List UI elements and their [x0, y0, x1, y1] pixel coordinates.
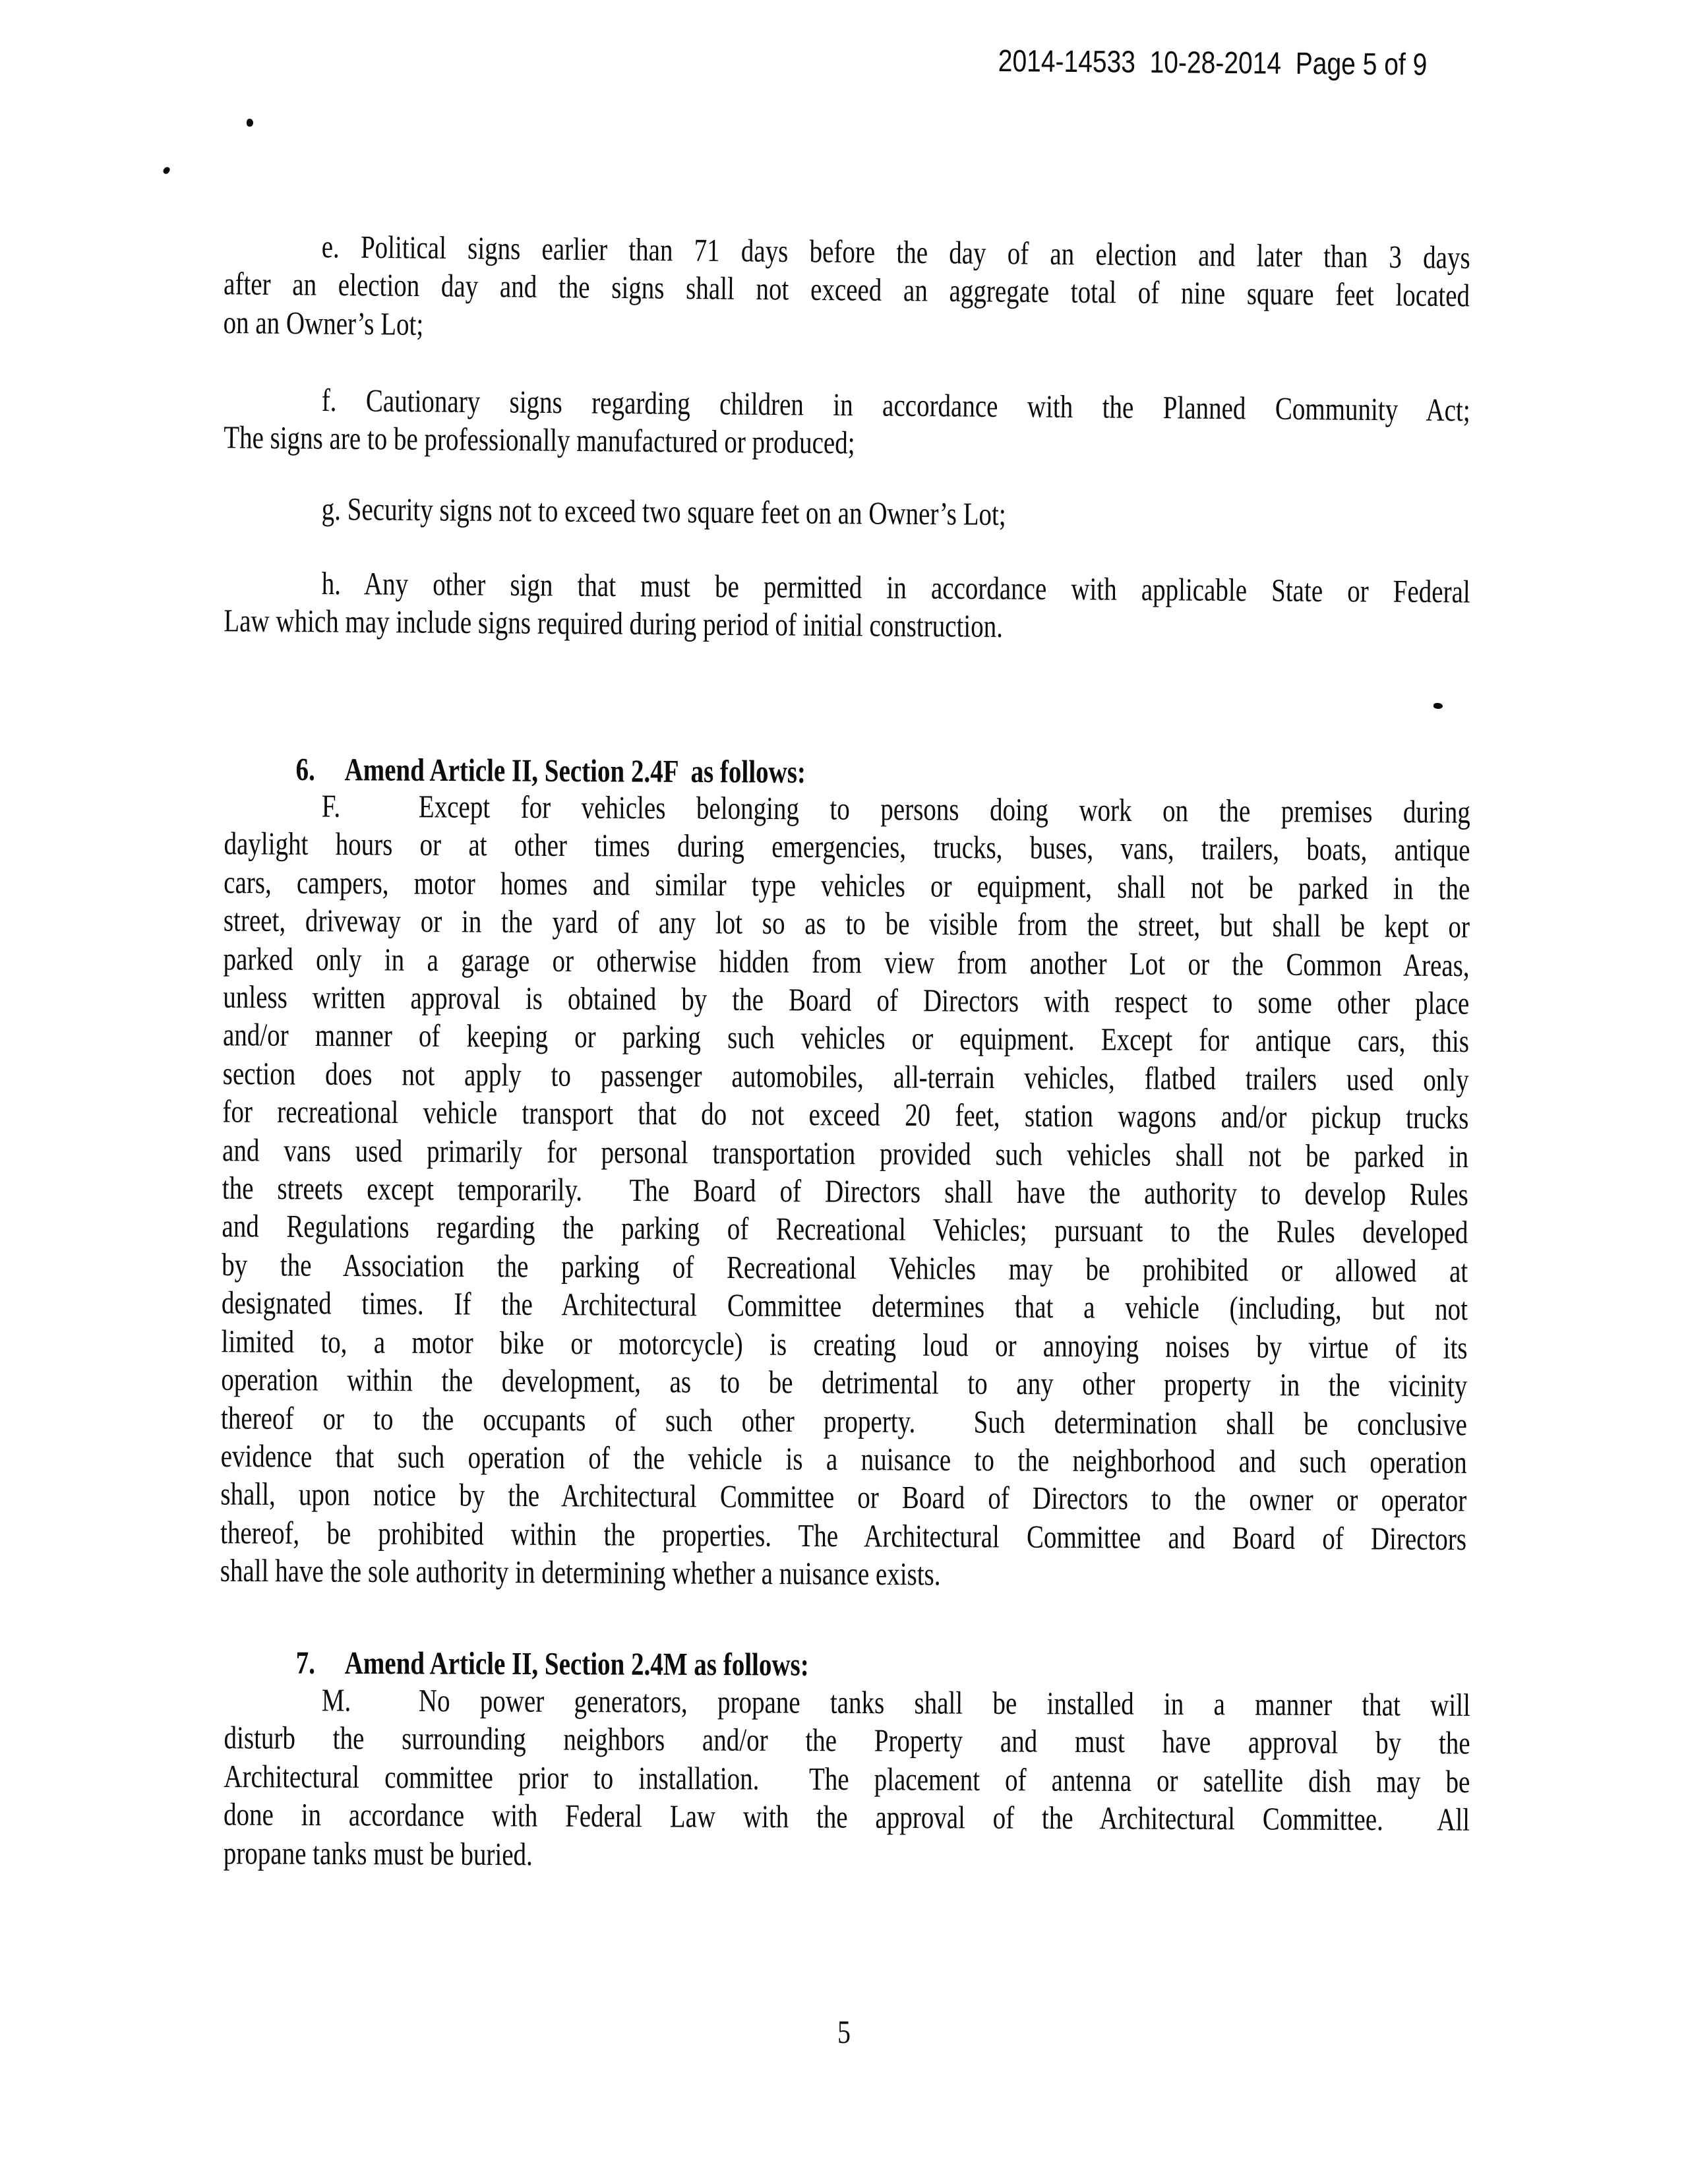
text-line: cars, campers, motor homes and similar type vehicles or equipment, shall not be parked in the: [224, 864, 1470, 907]
paragraph-g-security-signs: [224, 490, 1470, 538]
section-number: 6.: [295, 752, 315, 788]
text-line: operation within the development, as to be detrimental to any other property in the vicinity: [221, 1362, 1468, 1405]
text-line: disturb the surrounding neighbors and/or the Property and must have approval by the: [224, 1720, 1470, 1762]
text-line: done in accordance with Federal Law with the approval of the Architectural Committee. All: [224, 1797, 1470, 1838]
section-title: Amend Article II, Section 2.4M as follows:: [344, 1645, 809, 1684]
text-line: M. No power generators, propane tanks shall be installed in a manner that will: [321, 1682, 1470, 1724]
text-line: street, driveway or in the yard of any lot so as to be visible from the street, but shall be kept or: [223, 903, 1470, 945]
text-line: f. Cautionary signs regarding children in accordance with the Planned Community Act;: [321, 382, 1470, 429]
text-line: by the Association the parking of Recreational Vehicles may be prohibited or allowed at: [222, 1247, 1468, 1289]
text-line: h. Any other sign that must be permitted in accordance with applicable State or Federal: [321, 566, 1470, 610]
paragraph-h-other-signs: [224, 564, 1470, 650]
text-line: and Regulations regarding the parking of Recreational Vehicles; pursuant to the Rules developed: [222, 1209, 1468, 1251]
text-line: thereof, be prohibited within the properties. The Architectural Committee and Board of Directors: [220, 1515, 1467, 1558]
text-line: daylight hours or at other times during emergencies, trucks, buses, vans, trailers, boats, antique: [224, 826, 1470, 868]
paragraph-f-cautionary-signs: [224, 381, 1470, 469]
text-line: shall, upon notice by the Architectural Committee or Board of Directors to the owner or operator: [220, 1476, 1467, 1519]
text-line: for recreational vehicle transport that do not exceed 20 feet, station wagons and/or pickup trucks: [222, 1094, 1469, 1136]
text-line: e. Political signs earlier than 71 days before the day of an election and later than 3 days: [321, 229, 1470, 276]
text-line: on an Owner’s Lot;: [223, 305, 424, 342]
paragraph-M-generators-propane: [224, 1682, 1470, 1878]
text-line: thereof or to the occupants of such other property. Such determination shall be conclusive: [220, 1400, 1468, 1443]
scan-artifact-dot: [247, 119, 253, 127]
text-line: propane tanks must be buried.: [223, 1835, 533, 1873]
section-title: Amend Article II, Section 2.4F as follows:: [344, 752, 806, 791]
text-line: the streets except temporarily. The Board of Directors shall have the authority to develop Rules: [222, 1170, 1468, 1213]
scan-artifact-dot: [1433, 703, 1443, 709]
text-line: unless written approval is obtained by the Board of Directors with respect to some other place: [223, 979, 1470, 1021]
text-line: limited to, a motor bike or motorcycle) is creating loud or annoying noises by virtue of its: [221, 1323, 1468, 1366]
text-line: Law which may include signs required during period of initial construction.: [224, 603, 1004, 645]
text-line: parked only in a garage or otherwise hidden from view from another Lot or the Common Areas,: [223, 941, 1470, 983]
text-line: after an election day and the signs shall not exceed an aggregate total of nine square feet located: [223, 266, 1470, 315]
text-line: The signs are to be professionally manufactured or produced;: [224, 420, 855, 462]
text-line: designated times. If the Architectural Committee determines that a vehicle (including, but not: [221, 1285, 1468, 1327]
text-line: g. Security signs not to exceed two square feet on an Owner’s Lot;: [321, 491, 1006, 533]
text-line: evidence that such operation of the vehicle is a nuisance to the neighborhood and such operation: [220, 1438, 1467, 1481]
paragraph-e-political-signs: [223, 228, 1470, 354]
text-line: and/or manner of keeping or parking such vehicles or equipment. Except for antique cars, this: [222, 1017, 1470, 1060]
text-line: Architectural committee prior to installation. The placement of antenna or satellite dish may be: [224, 1759, 1470, 1800]
paragraph-label: F.: [321, 789, 341, 824]
text-line: F. Except for vehicles belonging to persons doing work on the premises during: [321, 789, 1470, 830]
paragraph-label: M.: [321, 1682, 351, 1718]
scan-artifact-dot: [162, 166, 171, 175]
section-number: 7.: [295, 1645, 316, 1682]
recording-stamp-header: 2014-14533 10-28-2014 Page 5 of 9: [998, 44, 1428, 82]
text-line: shall have the sole authority in determining whether a nuisance exists.: [220, 1553, 941, 1592]
page-number: 5: [837, 2013, 851, 2051]
text-line: and vans used primarily for personal transportation provided such vehicles shall not be parked in: [222, 1132, 1469, 1174]
paragraph-F-vehicle-parking: [220, 787, 1470, 1597]
text-line: section does not apply to passenger automobiles, all-terrain vehicles, flatbed trailers used only: [222, 1056, 1469, 1098]
